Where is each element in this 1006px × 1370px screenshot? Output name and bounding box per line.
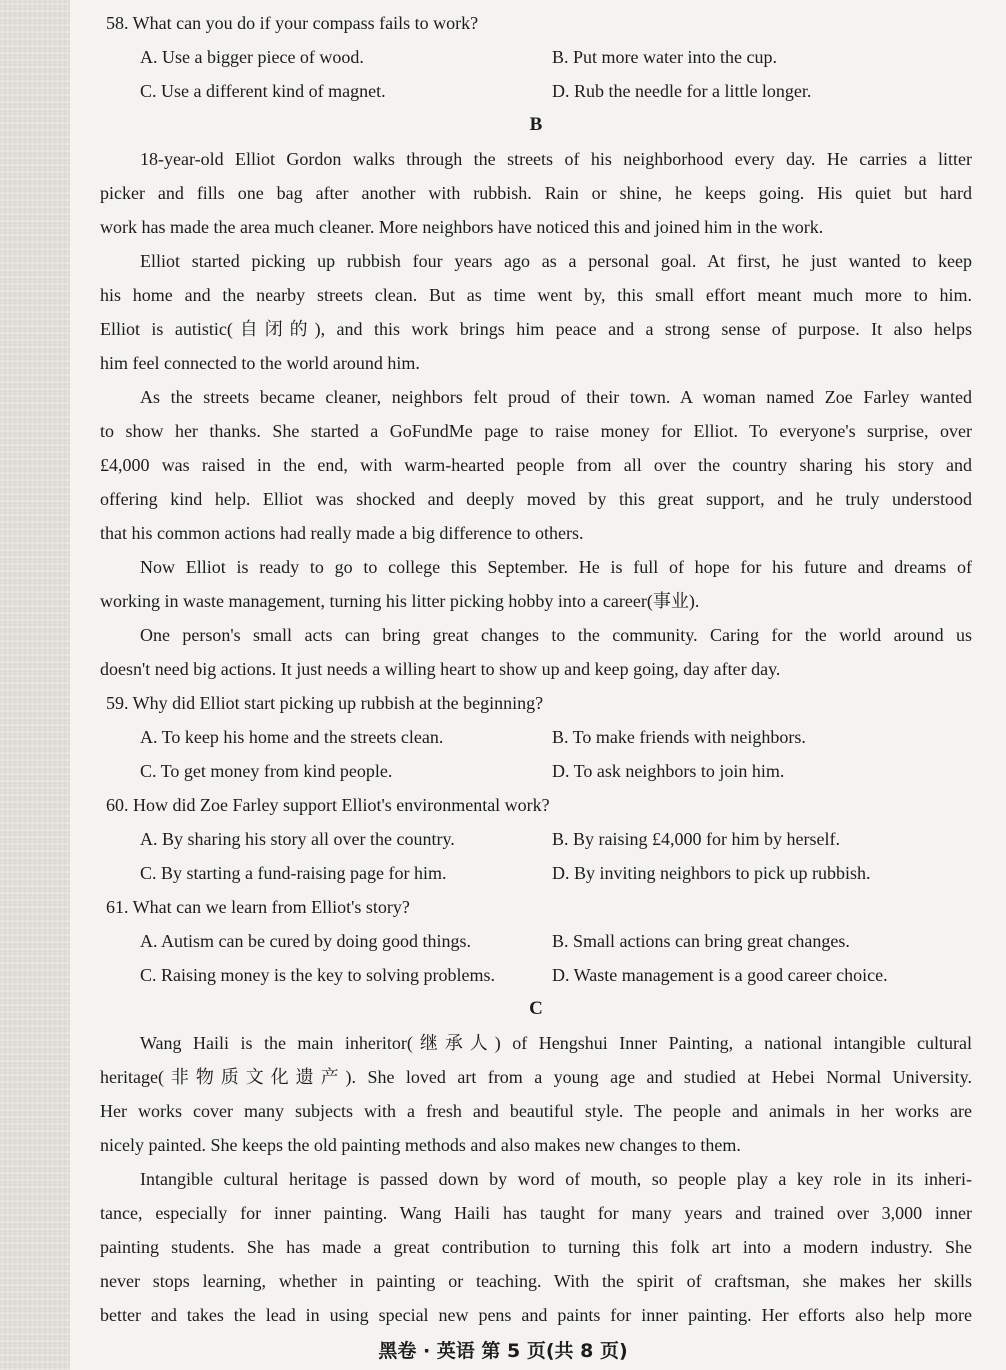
passage-b-line: £4,000 was raised in the end, with warm-hearted people from all over the country sharing his story and: [100, 455, 972, 475]
passage-b-line: One person's small acts can bring great changes to the community. Caring for the world around us: [140, 625, 972, 645]
q61-option-b: B. Small actions can bring great changes.: [552, 931, 850, 951]
question-58-options-row-2: [100, 74, 972, 108]
question-61-options-row-1: [100, 924, 972, 958]
q60-option-c: C. By starting a fund-raising page for him.: [140, 863, 447, 883]
q58-option-a: A. Use a bigger piece of wood.: [140, 47, 364, 67]
passage-c-line: never stops learning, whether in painting or teaching. With the spirit of craftsman, she makes her skills: [100, 1271, 972, 1291]
passage-b-line: working in waste management, turning his litter picking hobby into a career(事业).: [100, 591, 700, 611]
exam-page: [100, 6, 972, 1332]
question-61-options-row-2: [100, 958, 972, 992]
question-60-stem: 60. How did Zoe Farley support Elliot's environmental work?: [106, 795, 550, 815]
passage-b-line: Elliot started picking up rubbish four years ago as a personal goal. At first, he just wanted to keep: [140, 251, 972, 271]
question-60-options-row-1: [100, 822, 972, 856]
passage-c-line: tance, especially for inner painting. Wang Haili has taught for many years and trained over 3,000 inner: [100, 1203, 972, 1223]
q58-option-d: D. Rub the needle for a little longer.: [552, 81, 812, 101]
passage-b-line: Now Elliot is ready to go to college this September. He is full of hope for his future and dreams of: [140, 557, 972, 577]
passage-c-line: Her works cover many subjects with a fresh and beautiful style. The people and animals in her works are: [100, 1101, 972, 1121]
question-61-stem: 61. What can we learn from Elliot's story?: [106, 897, 410, 917]
q60-option-d: D. By inviting neighbors to pick up rubbish.: [552, 863, 871, 883]
q58-option-b: B. Put more water into the cup.: [552, 47, 777, 67]
q60-option-a: A. By sharing his story all over the country.: [140, 829, 455, 849]
passage-c-line: better and takes the lead in using special new pens and paints for inner painting. Her efforts also help more: [100, 1305, 972, 1325]
question-59-options-row-2: [100, 754, 972, 788]
passage-c-line: painting students. She has made a great contribution to turning this folk art into a modern industry. She: [100, 1237, 972, 1257]
section-b-heading: B: [529, 114, 543, 135]
passage-b-line: to show her thanks. She started a GoFundMe page to raise money for Elliot. To everyone's surprise, over: [100, 421, 972, 441]
passage-c-line: Intangible cultural heritage is passed down by word of mouth, so people play a key role in its inheri-: [140, 1169, 972, 1189]
passage-b-line: As the streets became cleaner, neighbors felt proud of their town. A woman named Zoe Farley wanted: [140, 387, 972, 407]
passage-b-line: his home and the nearby streets clean. But as time went by, this small effort meant much more to him.: [100, 285, 972, 305]
passage-c-line: nicely painted. She keeps the old painting methods and also makes new changes to them.: [100, 1135, 741, 1155]
question-59-stem: 59. Why did Elliot start picking up rubbish at the beginning?: [106, 693, 544, 713]
q58-option-c: C. Use a different kind of magnet.: [140, 81, 386, 101]
q61-option-c: C. Raising money is the key to solving problems.: [140, 965, 495, 985]
q59-option-c: C. To get money from kind people.: [140, 761, 393, 781]
question-60-options-row-2: [100, 856, 972, 890]
passage-b-line: that his common actions had really made a big difference to others.: [100, 523, 584, 543]
section-c-heading: C: [529, 998, 543, 1019]
q60-option-b: B. By raising £4,000 for him by herself.: [552, 829, 840, 849]
q59-option-a: A. To keep his home and the streets clean.: [140, 727, 444, 747]
question-58-stem: 58. What can you do if your compass fails to work?: [106, 13, 479, 33]
question-58-options-row-1: [100, 40, 972, 74]
q61-option-a: A. Autism can be cured by doing good things.: [140, 931, 471, 951]
passage-b-line: picker and fills one bag after another with rubbish. Rain or shine, he keeps going. His quiet but hard: [100, 183, 972, 203]
passage-c-line: heritage(非物质文化遗产). She loved art from a young age and studied at Hebei Normal University.: [100, 1067, 972, 1087]
binding-margin: [0, 0, 70, 1370]
q59-option-d: D. To ask neighbors to join him.: [552, 761, 785, 781]
page-footer: 黑卷 · 英语 第 5 页(共 8 页): [378, 1340, 628, 1362]
q61-option-d: D. Waste management is a good career choice.: [552, 965, 888, 985]
q59-option-b: B. To make friends with neighbors.: [552, 727, 806, 747]
passage-b-line: doesn't need big actions. It just needs a willing heart to show up and keep going, day after day.: [100, 659, 781, 679]
passage-b-line: offering kind help. Elliot was shocked and deeply moved by this great support, and he truly understood: [100, 489, 972, 509]
passage-c-line: Wang Haili is the main inheritor(继承人) of Hengshui Inner Painting, a national intangible cultural: [140, 1033, 972, 1053]
question-59-options-row-1: [100, 720, 972, 754]
passage-b-line: work has made the area much cleaner. More neighbors have noticed this and joined him in the work.: [100, 217, 824, 237]
passage-b-line: him feel connected to the world around him.: [100, 353, 420, 373]
passage-b-line: 18-year-old Elliot Gordon walks through the streets of his neighborhood every day. He carries a litter: [140, 149, 972, 169]
passage-b-line: Elliot is autistic(自闭的), and this work brings him peace and a strong sense of purpose. It also helps: [100, 319, 972, 339]
